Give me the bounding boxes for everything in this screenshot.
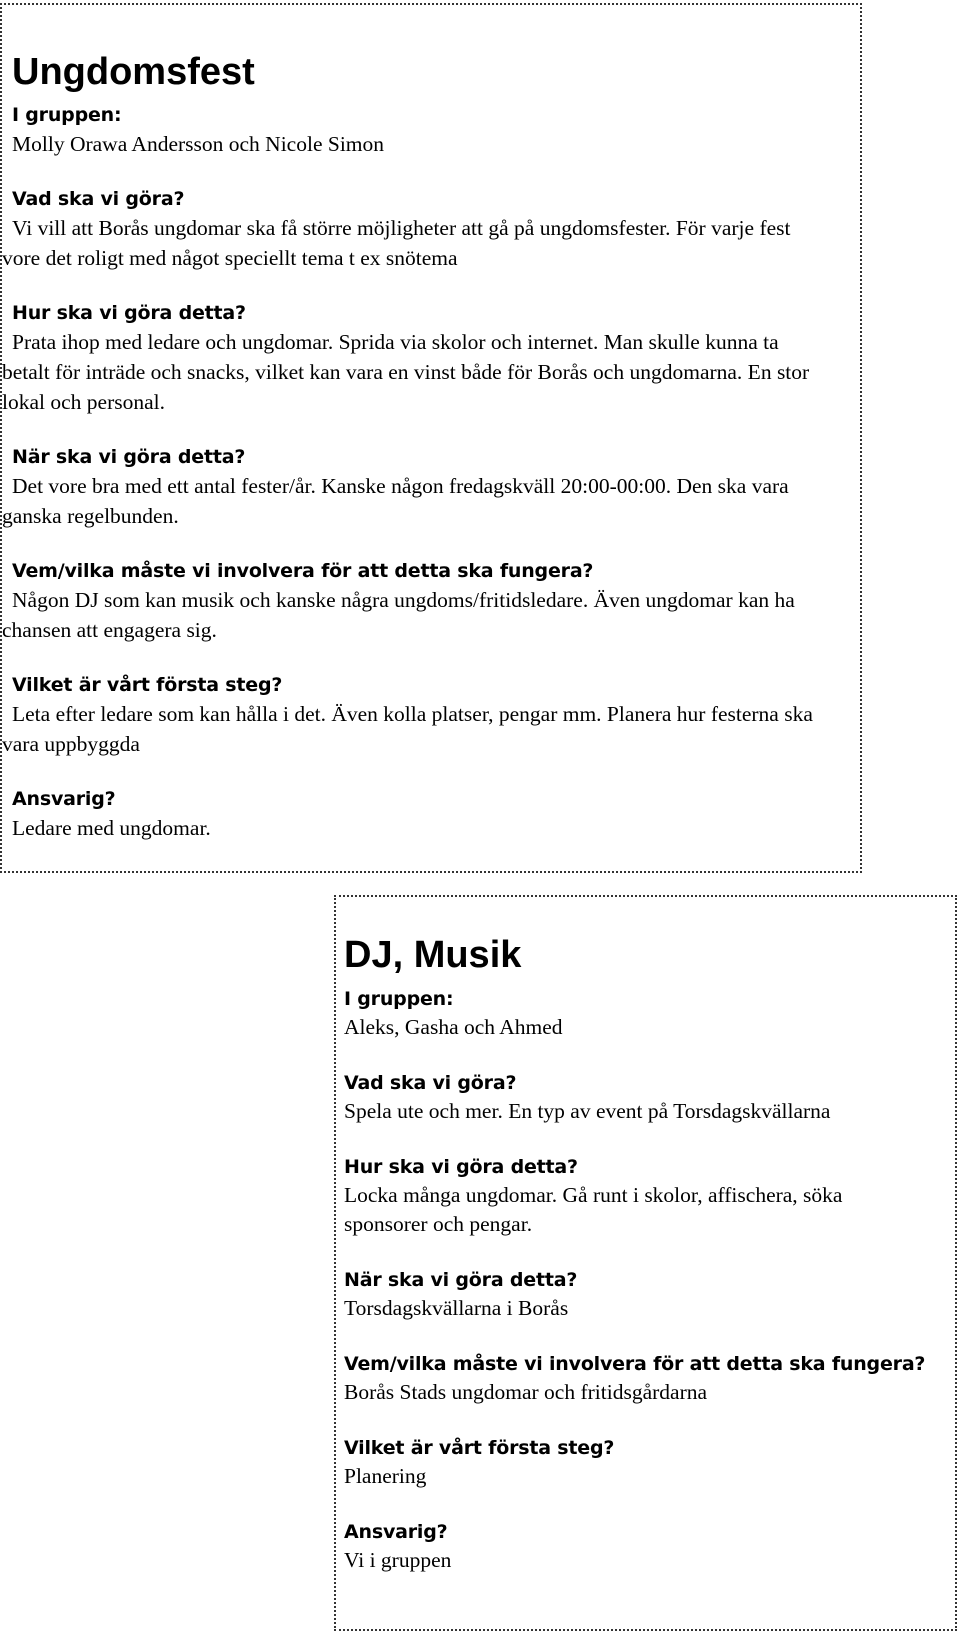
section-title: Ungdomsfest	[12, 51, 255, 93]
what-field	[344, 1069, 955, 1126]
field-label: Vem/vilka måste vi involvera för att detta ska fungera?	[12, 560, 594, 582]
responsible-field	[344, 1518, 955, 1575]
field-label: Vem/vilka måste vi involvera för att detta ska fungera?	[344, 1353, 926, 1375]
first-step-field	[2, 671, 860, 759]
field-text: Planering	[344, 1464, 427, 1488]
field-text: Borås Stads ungdomar och fritidsgårdarna	[344, 1380, 708, 1404]
who-field	[344, 1350, 955, 1407]
field-label: Hur ska vi göra detta?	[12, 302, 246, 324]
section-box-ungdomsfest	[0, 3, 862, 873]
when-field	[344, 1266, 955, 1323]
field-label: Vad ska vi göra?	[344, 1072, 517, 1094]
field-label: I gruppen:	[12, 104, 122, 126]
field-label: I gruppen:	[344, 988, 454, 1010]
field-text: Vi vill att Borås ungdomar ska få större möjligheter att gå på ungdomsfester. För varje fest vore det roligt med något speciellt tema t ex snötema	[2, 216, 791, 270]
field-label: När ska vi göra detta?	[344, 1269, 578, 1291]
field-label: Ansvarig?	[12, 788, 116, 810]
field-label: Vilket är vårt första steg?	[12, 674, 283, 696]
field-label: Vad ska vi göra?	[12, 188, 185, 210]
field-label: Hur ska vi göra detta?	[344, 1156, 578, 1178]
section-title: DJ, Musik	[344, 934, 522, 976]
field-text: Torsdagskvällarna i Borås	[344, 1296, 569, 1320]
field-label: Ansvarig?	[344, 1521, 448, 1543]
what-field	[2, 185, 860, 273]
field-text: Leta efter ledare som kan hålla i det. Även kolla platser, pengar mm. Planera hur festerna ska vara uppbyggda	[2, 702, 813, 756]
field-text: Prata ihop med ledare och ungdomar. Sprida via skolor och internet. Man skulle kunna ta betalt för inträde och snacks, vilket kan vara en vinst både för Borås och ungdomarna. En stor lokal och personal.	[2, 330, 810, 414]
field-text: Någon DJ som kan musik och kanske några ungdoms/fritidsledare. Även ungdomar kan ha chansen att engagera sig.	[2, 588, 795, 642]
field-text: Spela ute och mer. En typ av event på Torsdagskvällarna	[344, 1099, 831, 1123]
group-field	[12, 101, 860, 159]
when-field	[2, 443, 860, 531]
field-text: Molly Orawa Andersson och Nicole Simon	[12, 132, 385, 156]
field-label: Vilket är vårt första steg?	[344, 1437, 615, 1459]
field-text: Locka många ungdomar. Gå runt i skolor, affischera, söka sponsorer och pengar.	[344, 1183, 843, 1236]
field-label: När ska vi göra detta?	[12, 446, 246, 468]
who-field	[2, 557, 860, 645]
how-field	[2, 299, 860, 417]
group-field	[344, 985, 955, 1042]
section-box-dj-musik	[334, 895, 957, 1631]
responsible-field	[12, 785, 860, 843]
how-field	[344, 1153, 955, 1239]
field-text: Det vore bra med ett antal fester/år. Kanske någon fredagskväll 20:00-00:00. Den ska vara ganska regelbunden.	[2, 474, 789, 528]
field-text: Vi i gruppen	[344, 1548, 452, 1572]
first-step-field	[344, 1434, 955, 1491]
field-text: Aleks, Gasha och Ahmed	[344, 1015, 563, 1039]
field-text: Ledare med ungdomar.	[12, 816, 211, 840]
